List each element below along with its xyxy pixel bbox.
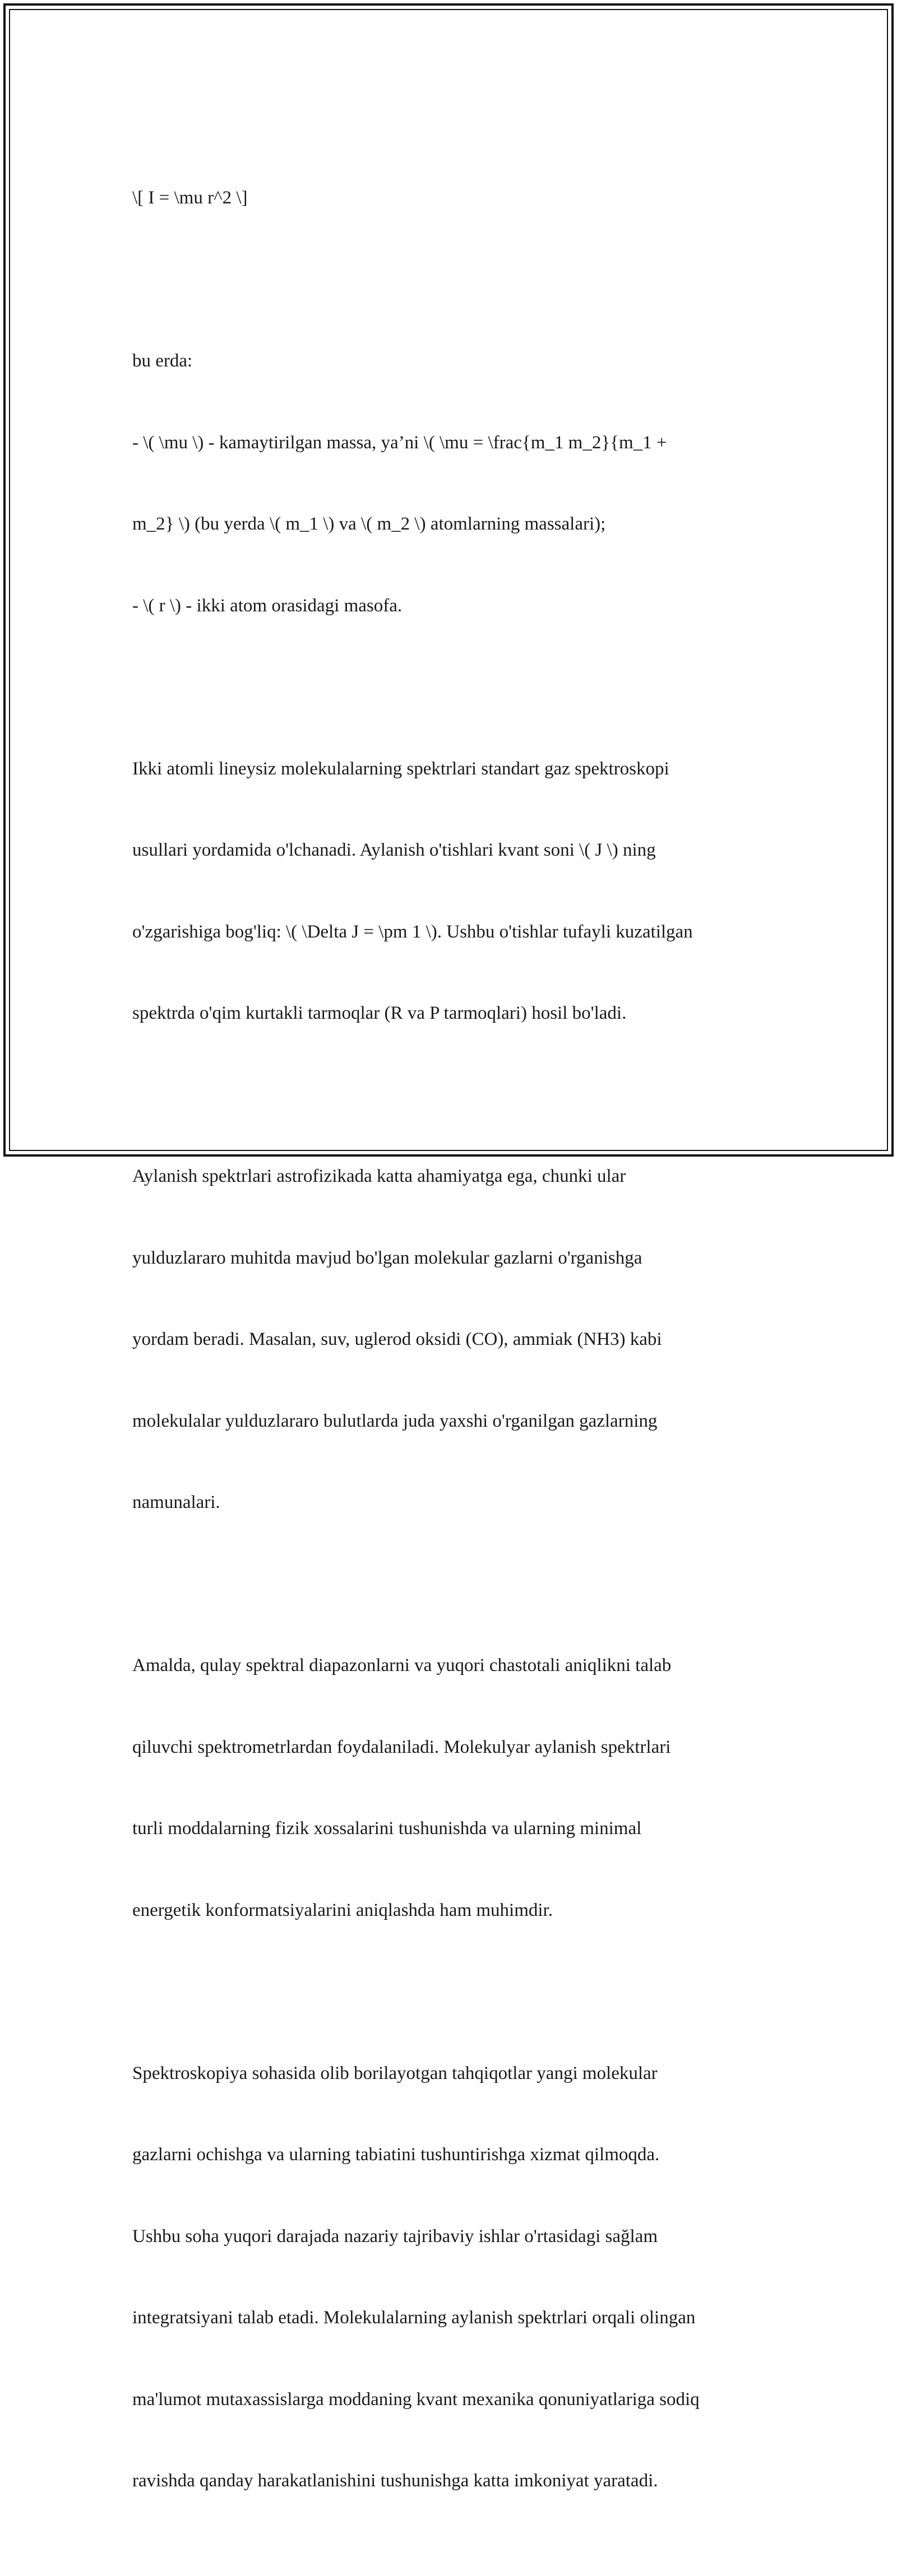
text-line: spektrda o'qim kurtakli tarmoqlar (R va P tarmoqlari) hosil bo'ladi.: [132, 1003, 627, 1023]
text-line: Ushbu soha yuqori darajada nazariy tajribaviy ishlar o'rtasidagi sağlam: [132, 2226, 658, 2247]
text-line: Ikki atomli lineysiz molekulalarning spektrlari standart gaz spektroskopi: [132, 758, 669, 779]
formula-paragraph: [132, 130, 766, 266]
text-line: turli moddalarning fizik xossalarini tushunishda va ularning minimal: [132, 1818, 642, 1839]
text-line: yulduzlararo muhitda mavjud bo'lgan molekular gazlarni o'rganishga: [132, 1247, 642, 1268]
text-line: ravishda qanday harakatlanishini tushunishga katta imkoniyat yaratadi.: [132, 2471, 658, 2491]
paragraph-astrophysics: [132, 1108, 766, 1571]
document-body: [132, 130, 766, 2576]
text-line: ma'lumot mutaxassislarga moddaning kvant mexanika qonuniyatlariga sodiq: [132, 2389, 700, 2410]
text-line: Aylanish spektrlari astrofizikada katta ahamiyatga ega, chunki ular: [132, 1166, 626, 1186]
text-line: yordam beradi. Masalan, suv, uglerod oksidi (CO), ammiak (NH3) kabi: [132, 1329, 662, 1349]
definitions-paragraph: [132, 293, 766, 674]
text-line: usullari yordamida o'lchanadi. Aylanish o'tishlari kvant soni \( J \) ning: [132, 840, 656, 860]
text-line: Spektroskopiya sohasida olib borilayotgan tahqiqotlar yangi molekular: [132, 2063, 658, 2083]
text-line: Amalda, qulay spektral diapazonlarni va yuqori chastotali aniqlikni talab: [132, 1655, 672, 1675]
formula-line: \[ I = \mu r^2 \]: [132, 188, 248, 208]
text-line: namunalari.: [132, 1492, 220, 1512]
paragraph-practice: [132, 1598, 766, 1978]
text-line: energetik konformatsiyalarini aniqlashda ham muhimdir.: [132, 1900, 553, 1920]
definition-line: - \( r \) - ikki atom orasidagi masofa.: [132, 595, 403, 616]
definition-line: m_2} \) (bu yerda \( m_1 \) va \( m_2 \) atomlarning massalari);: [132, 514, 606, 534]
paragraph-spectra-measurement: [132, 701, 766, 1082]
paragraph-research: [132, 2006, 766, 2549]
text-line: gazlarni ochishga va ularning tabiatini tushuntirishga xizmat qilmoqda.: [132, 2145, 660, 2165]
text-line: molekulalar yulduzlararo bulutlarda juda yaxshi o'rganilgan gazlarning: [132, 1410, 658, 1431]
definitions-intro: bu erda:: [132, 351, 193, 371]
definition-line: - \( \mu \) - kamaytirilgan massa, ya’ni \( \mu = \frac{m_1 m_2}{m_1 +: [132, 432, 667, 453]
text-line: integratsiyani talab etadi. Molekulalarning aylanish spektrlari orqali olingan: [132, 2308, 696, 2328]
text-line: qiluvchi spektrometrlardan foydalaniladi. Molekulyar aylanish spektrlari: [132, 1737, 671, 1757]
text-line: o'zgarishiga bog'liq: \( \Delta J = \pm 1 \). Ushbu o'tishlar tufayli kuzatilgan: [132, 921, 693, 942]
